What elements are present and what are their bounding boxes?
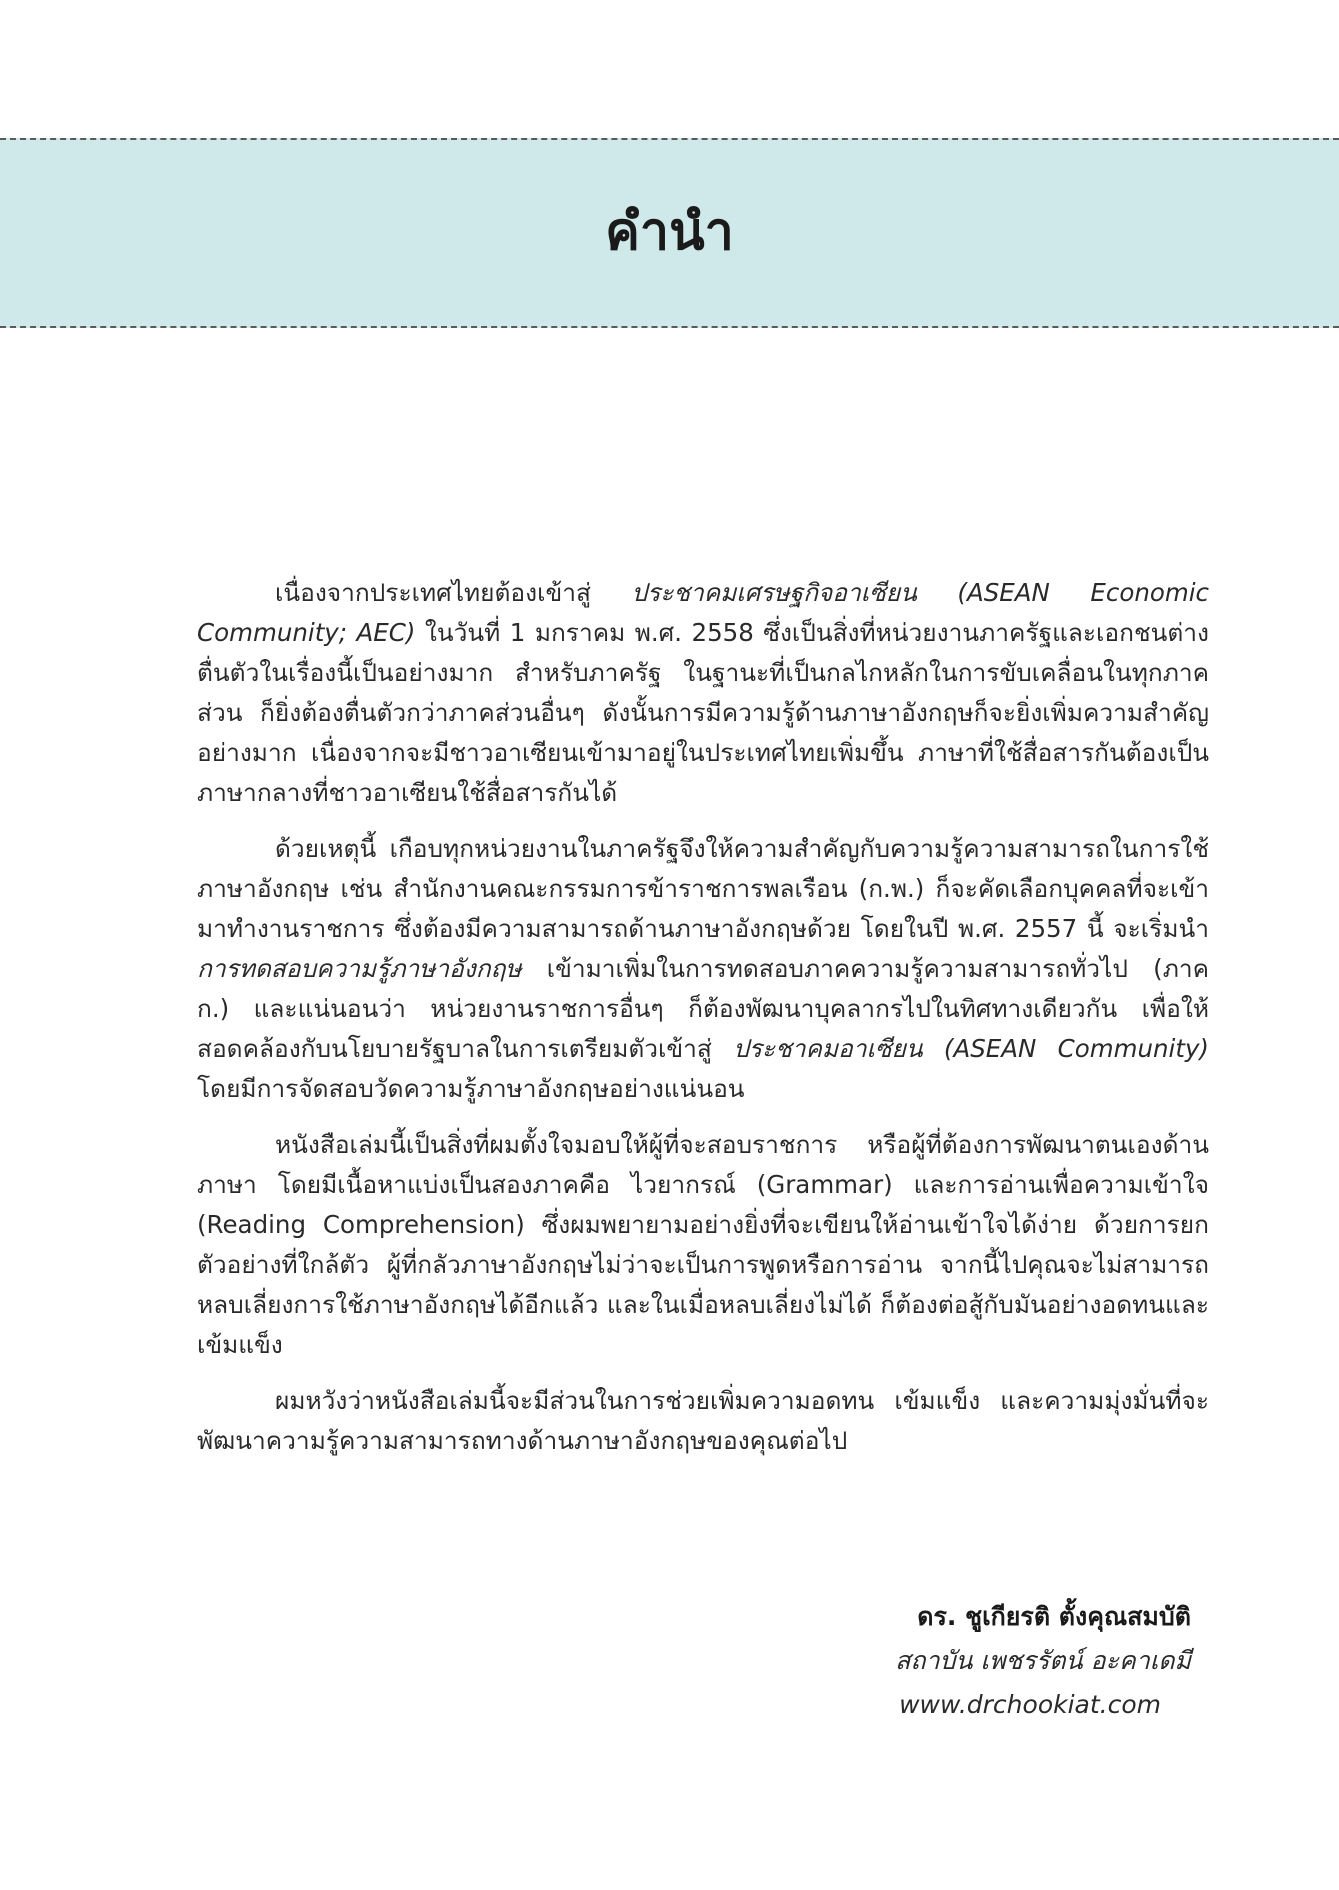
paragraph-2-text-a: ด้วยเหตุนี้ เกือบทุกหน่วยงานในภาครัฐจึงให้ความสำคัญกับความรู้ความสามารถในการใช้ภาษาอังกฤษ เช่น สำนักงานคณะกรรมการข้าราชการพลเรือน (ก.พ.) ก็จะคัดเลือกบุคคลที่จะเข้ามาทำงานราชการ ซึ่งต้องมีความสามารถด้านภาษาอังกฤษด้วย โดยในปี พ.ศ. 2557 นี้ จะเริ่มนำ: [197, 834, 1209, 943]
preface-body: [197, 573, 1209, 1477]
paragraph-2-text-e: โดยมีการจัดสอบวัดความรู้ภาษาอังกฤษอย่างแน่นอน: [197, 1074, 745, 1103]
paragraph-1-italic-aec: ประชาคมเศรษฐกิจอาเซียน (ASEAN Economic Community; AEC): [197, 578, 1209, 647]
page-title: คำนำ: [605, 202, 734, 262]
author-website: www.drchookiat.com: [899, 1690, 1161, 1719]
paragraph-4: ผมหวังว่าหนังสือเล่มนี้จะมีส่วนในการช่วยเพิ่มความอดทน เข้มแข็ง และความมุ่งมั่นที่จะพัฒนาความรู้ความสามารถทางด้านภาษาอังกฤษของคุณต่อไป: [197, 1386, 1209, 1455]
paragraph-3: หนังสือเล่มนี้เป็นสิ่งที่ผมตั้งใจมอบให้ผู้ที่จะสอบราชการ หรือผู้ที่ต้องการพัฒนาตนเองด้านภาษา โดยมีเนื้อหาแบ่งเป็นสองภาคคือ ไวยากรณ์ (Grammar) และการอ่านเพื่อความเข้าใจ (Reading Comprehension) ซึ่งผมพยายามอย่างยิ่งที่จะเขียนให้อ่านเข้าใจได้ง่าย ด้วยการยกตัวอย่างที่ใกล้ตัว ผู้ที่กลัวภาษาอังกฤษไม่ว่าจะเป็นการพูดหรือการอ่าน จากนี้ไปคุณจะไม่สามารถหลบเลี่ยงการใช้ภาษาอังกฤษได้อีกแล้ว และในเมื่อหลบเลี่ยงไม่ได้ ก็ต้องต่อสู้กับมันอย่างอดทนและเข้มแข็ง: [197, 1130, 1209, 1359]
author-name: ดร. ชูเกียรติ ตั้งคุณสมบัติ: [917, 1602, 1191, 1631]
paragraph-1: [197, 573, 1209, 813]
paragraph-2-italic-asean: ประชาคมอาเซียน (ASEAN Community): [733, 1034, 1209, 1063]
paragraph-2: [197, 829, 1209, 1109]
paragraph-1-text-a: เนื่องจากประเทศไทยต้องเข้าสู่: [275, 578, 632, 607]
paragraph-1-text-c: ในวันที่ 1 มกราคม พ.ศ. 2558 ซึ่งเป็นสิ่งที่หน่วยงานภาครัฐและเอกชนต่างตื่นตัวในเรื่องนี้เป็นอย่างมาก สำหรับภาครัฐ ในฐานะที่เป็นกลไกหลักในการขับเคลื่อนในทุกภาคส่วน ก็ยิ่งต้องตื่นตัวกว่าภาคส่วนอื่นๆ ดังนั้นการมีความรู้ด้านภาษาอังกฤษก็จะยิ่งเพิ่มความสำคัญอย่างมาก เนื่องจากจะมีชาวอาเซียนเข้ามาอยู่ในประเทศไทยเพิ่มขึ้น ภาษาที่ใช้สื่อสารกันต้องเป็นภาษากลางที่ชาวอาเซียนใช้สื่อสารกันได้: [197, 618, 1209, 807]
signature-block: [691, 1595, 1191, 1727]
author-organization: สถาบัน เพชรรัตน์ อะคาเดมี: [895, 1646, 1191, 1675]
paragraph-2-text-c: เข้ามาเพิ่มในการทดสอบภาคความรู้ความสามารถทั่วไป (ภาค ก.) และแน่นอนว่า หน่วยงานราชการอื่นๆ ก็ต้องพัฒนาบุคลากรไปในทิศทางเดียวกัน เพื่อให้สอดคล้องกับนโยบายรัฐบาลในการเตรียมตัวเข้าสู่: [197, 954, 1209, 1063]
paragraph-2-italic-test: การทดสอบความรู้ภาษาอังกฤษ: [197, 954, 522, 983]
header-band: [0, 138, 1339, 328]
